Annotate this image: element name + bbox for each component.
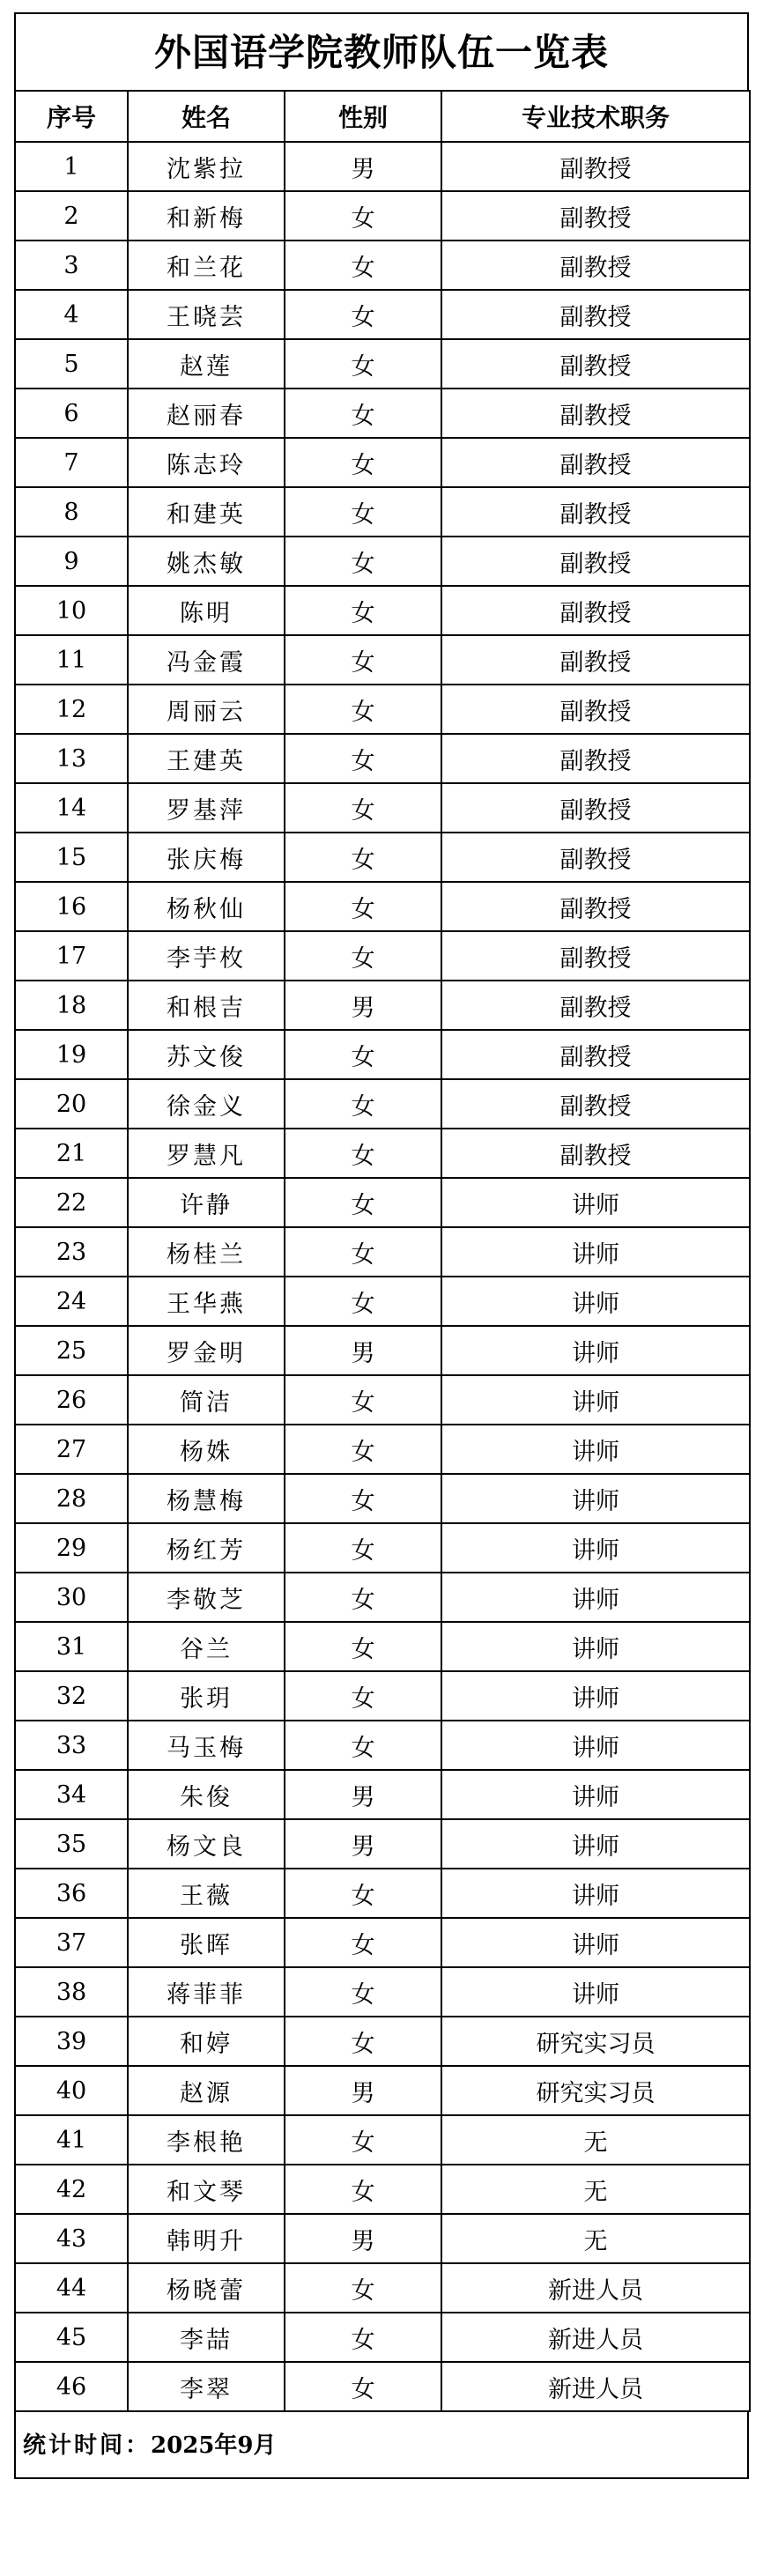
row-gender-cell: 女 <box>285 1721 441 1770</box>
table-row <box>15 685 750 734</box>
row-gender-cell: 女 <box>285 1030 441 1079</box>
row-index-cell: 17 <box>15 931 128 981</box>
row-title-cell: 副教授 <box>441 339 750 389</box>
table-row <box>15 1178 750 1227</box>
row-index-cell: 11 <box>15 635 128 685</box>
row-title-cell: 副教授 <box>441 487 750 537</box>
row-title-cell: 讲师 <box>441 1277 750 1326</box>
table-row <box>15 1967 750 2017</box>
row-gender-cell: 女 <box>285 1227 441 1277</box>
row-title-cell: 讲师 <box>441 1474 750 1523</box>
row-title-cell: 讲师 <box>441 1573 750 1622</box>
row-name-cell: 和婷 <box>128 2017 285 2066</box>
row-gender-cell: 女 <box>285 1573 441 1622</box>
statistics-time <box>14 2412 749 2479</box>
table-row <box>15 981 750 1030</box>
row-gender-cell: 女 <box>285 1178 441 1227</box>
table-row <box>15 537 750 586</box>
row-gender-cell: 女 <box>285 1277 441 1326</box>
table-row <box>15 2115 750 2165</box>
row-gender-cell: 女 <box>285 537 441 586</box>
row-index-cell: 38 <box>15 1967 128 2017</box>
row-index-cell: 22 <box>15 1178 128 1227</box>
row-gender-cell: 女 <box>285 2313 441 2362</box>
row-name-cell: 李翠 <box>128 2362 285 2411</box>
row-gender-cell: 女 <box>285 1967 441 2017</box>
row-name-cell: 和文琴 <box>128 2165 285 2214</box>
table-row <box>15 1721 750 1770</box>
row-gender-cell: 女 <box>285 734 441 783</box>
row-name-cell: 杨秋仙 <box>128 882 285 931</box>
row-index-cell: 46 <box>15 2362 128 2411</box>
row-name-cell: 张晖 <box>128 1918 285 1967</box>
row-index-cell: 26 <box>15 1375 128 1425</box>
row-title-cell: 副教授 <box>441 142 750 191</box>
row-gender-cell: 女 <box>285 1079 441 1129</box>
row-name-cell: 王华燕 <box>128 1277 285 1326</box>
row-index-cell: 21 <box>15 1129 128 1178</box>
row-name-cell: 徐金义 <box>128 1079 285 1129</box>
row-gender-cell: 女 <box>285 685 441 734</box>
row-title-cell: 讲师 <box>441 1869 750 1918</box>
row-index-cell: 33 <box>15 1721 128 1770</box>
row-gender-cell: 男 <box>285 1770 441 1819</box>
row-title-cell: 副教授 <box>441 586 750 635</box>
row-index-cell: 35 <box>15 1819 128 1869</box>
row-index-cell: 20 <box>15 1079 128 1129</box>
row-title-cell: 无 <box>441 2165 750 2214</box>
row-name-cell: 陈志玲 <box>128 438 285 487</box>
row-gender-cell: 女 <box>285 1869 441 1918</box>
row-name-cell: 姚杰敏 <box>128 537 285 586</box>
row-title-cell: 副教授 <box>441 537 750 586</box>
row-title-cell: 新进人员 <box>441 2263 750 2313</box>
table-row <box>15 2017 750 2066</box>
row-title-cell: 讲师 <box>441 1523 750 1573</box>
row-gender-cell: 男 <box>285 981 441 1030</box>
row-title-cell: 副教授 <box>441 981 750 1030</box>
row-index-cell: 40 <box>15 2066 128 2115</box>
row-gender-cell: 女 <box>285 1474 441 1523</box>
table-row <box>15 1573 750 1622</box>
row-title-cell: 副教授 <box>441 1079 750 1129</box>
row-title-cell: 副教授 <box>441 882 750 931</box>
row-gender-cell: 女 <box>285 2165 441 2214</box>
table-row <box>15 1523 750 1573</box>
row-gender-cell: 女 <box>285 833 441 882</box>
row-name-cell: 沈紫拉 <box>128 142 285 191</box>
row-index-cell: 19 <box>15 1030 128 1079</box>
row-name-cell: 李根艳 <box>128 2115 285 2165</box>
row-title-cell: 副教授 <box>441 1030 750 1079</box>
page-title: 外国语学院教师队伍一览表 <box>14 12 749 90</box>
row-title-cell: 讲师 <box>441 1967 750 2017</box>
table-row <box>15 2214 750 2263</box>
row-name-cell: 许静 <box>128 1178 285 1227</box>
row-name-cell: 和根吉 <box>128 981 285 1030</box>
table-row <box>15 1079 750 1129</box>
row-title-cell: 副教授 <box>441 833 750 882</box>
row-gender-cell: 女 <box>285 487 441 537</box>
row-index-cell: 43 <box>15 2214 128 2263</box>
row-title-cell: 讲师 <box>441 1326 750 1375</box>
header-title: 专业技术职务 <box>441 91 750 142</box>
row-title-cell: 副教授 <box>441 290 750 339</box>
table-row <box>15 142 750 191</box>
row-title-cell: 副教授 <box>441 783 750 833</box>
row-index-cell: 27 <box>15 1425 128 1474</box>
row-name-cell: 蒋菲菲 <box>128 1967 285 2017</box>
table-row <box>15 783 750 833</box>
row-index-cell: 5 <box>15 339 128 389</box>
row-title-cell: 新进人员 <box>441 2362 750 2411</box>
table-row <box>15 734 750 783</box>
row-title-cell: 无 <box>441 2115 750 2165</box>
row-index-cell: 44 <box>15 2263 128 2313</box>
row-gender-cell: 男 <box>285 1326 441 1375</box>
row-name-cell: 苏文俊 <box>128 1030 285 1079</box>
row-index-cell: 34 <box>15 1770 128 1819</box>
row-title-cell: 讲师 <box>441 1770 750 1819</box>
row-name-cell: 冯金霞 <box>128 635 285 685</box>
row-name-cell: 王建英 <box>128 734 285 783</box>
table-row <box>15 290 750 339</box>
table-row <box>15 1622 750 1671</box>
table-row <box>15 2066 750 2115</box>
row-gender-cell: 女 <box>285 438 441 487</box>
row-gender-cell: 女 <box>285 389 441 438</box>
row-index-cell: 31 <box>15 1622 128 1671</box>
row-index-cell: 15 <box>15 833 128 882</box>
row-title-cell: 讲师 <box>441 1375 750 1425</box>
row-name-cell: 张玥 <box>128 1671 285 1721</box>
row-index-cell: 6 <box>15 389 128 438</box>
row-name-cell: 和兰花 <box>128 241 285 290</box>
row-gender-cell: 女 <box>285 1375 441 1425</box>
row-gender-cell: 女 <box>285 1622 441 1671</box>
row-gender-cell: 男 <box>285 142 441 191</box>
row-index-cell: 42 <box>15 2165 128 2214</box>
staff-list-sheet <box>14 12 749 2479</box>
table-row <box>15 191 750 241</box>
row-name-cell: 杨慧梅 <box>128 1474 285 1523</box>
table-row <box>15 241 750 290</box>
row-index-cell: 9 <box>15 537 128 586</box>
row-index-cell: 16 <box>15 882 128 931</box>
row-title-cell: 讲师 <box>441 1819 750 1869</box>
row-title-cell: 讲师 <box>441 1622 750 1671</box>
row-title-cell: 副教授 <box>441 191 750 241</box>
table-row <box>15 1227 750 1277</box>
header-index: 序号 <box>15 91 128 142</box>
row-name-cell: 和建英 <box>128 487 285 537</box>
row-name-cell: 罗金明 <box>128 1326 285 1375</box>
row-name-cell: 谷兰 <box>128 1622 285 1671</box>
row-gender-cell: 女 <box>285 1918 441 1967</box>
row-gender-cell: 女 <box>285 635 441 685</box>
table-row <box>15 2263 750 2313</box>
row-gender-cell: 女 <box>285 2362 441 2411</box>
table-row <box>15 1326 750 1375</box>
row-index-cell: 36 <box>15 1869 128 1918</box>
table-row <box>15 339 750 389</box>
row-index-cell: 32 <box>15 1671 128 1721</box>
row-title-cell: 研究实习员 <box>441 2066 750 2115</box>
row-name-cell: 赵丽春 <box>128 389 285 438</box>
row-gender-cell: 女 <box>285 2017 441 2066</box>
table-row <box>15 833 750 882</box>
row-index-cell: 23 <box>15 1227 128 1277</box>
table-row <box>15 1375 750 1425</box>
table-row <box>15 487 750 537</box>
row-name-cell: 张庆梅 <box>128 833 285 882</box>
row-gender-cell: 女 <box>285 931 441 981</box>
row-name-cell: 李喆 <box>128 2313 285 2362</box>
row-title-cell: 副教授 <box>441 389 750 438</box>
row-gender-cell: 男 <box>285 2214 441 2263</box>
statistics-time-value: 2025年9月 <box>151 2432 277 2459</box>
row-title-cell: 无 <box>441 2214 750 2263</box>
row-title-cell: 副教授 <box>441 931 750 981</box>
row-index-cell: 29 <box>15 1523 128 1573</box>
table-row <box>15 635 750 685</box>
table-row <box>15 1030 750 1079</box>
row-gender-cell: 男 <box>285 1819 441 1869</box>
row-index-cell: 8 <box>15 487 128 537</box>
row-gender-cell: 女 <box>285 191 441 241</box>
row-index-cell: 25 <box>15 1326 128 1375</box>
row-gender-cell: 女 <box>285 1425 441 1474</box>
header-gender: 性别 <box>285 91 441 142</box>
row-index-cell: 18 <box>15 981 128 1030</box>
row-gender-cell: 女 <box>285 1129 441 1178</box>
row-title-cell: 副教授 <box>441 241 750 290</box>
row-title-cell: 研究实习员 <box>441 2017 750 2066</box>
row-index-cell: 45 <box>15 2313 128 2362</box>
row-name-cell: 杨红芳 <box>128 1523 285 1573</box>
row-name-cell: 王晓芸 <box>128 290 285 339</box>
row-name-cell: 周丽云 <box>128 685 285 734</box>
row-index-cell: 41 <box>15 2115 128 2165</box>
staff-table <box>14 90 751 2412</box>
row-index-cell: 1 <box>15 142 128 191</box>
row-index-cell: 2 <box>15 191 128 241</box>
header-name: 姓名 <box>128 91 285 142</box>
row-name-cell: 赵莲 <box>128 339 285 389</box>
row-name-cell: 李敬芝 <box>128 1573 285 1622</box>
row-name-cell: 韩明升 <box>128 2214 285 2263</box>
row-name-cell: 李芋枚 <box>128 931 285 981</box>
table-row <box>15 1129 750 1178</box>
row-name-cell: 简洁 <box>128 1375 285 1425</box>
row-title-cell: 讲师 <box>441 1178 750 1227</box>
row-name-cell: 陈明 <box>128 586 285 635</box>
row-name-cell: 罗慧凡 <box>128 1129 285 1178</box>
row-index-cell: 10 <box>15 586 128 635</box>
row-title-cell: 讲师 <box>441 1227 750 1277</box>
table-row <box>15 2362 750 2411</box>
row-index-cell: 30 <box>15 1573 128 1622</box>
row-gender-cell: 女 <box>285 882 441 931</box>
row-name-cell: 马玉梅 <box>128 1721 285 1770</box>
table-row <box>15 1819 750 1869</box>
row-name-cell: 杨晓蕾 <box>128 2263 285 2313</box>
row-index-cell: 7 <box>15 438 128 487</box>
row-name-cell: 和新梅 <box>128 191 285 241</box>
row-name-cell: 王薇 <box>128 1869 285 1918</box>
row-gender-cell: 女 <box>285 290 441 339</box>
row-index-cell: 3 <box>15 241 128 290</box>
row-title-cell: 讲师 <box>441 1425 750 1474</box>
table-row <box>15 1277 750 1326</box>
table-row <box>15 1770 750 1819</box>
table-row <box>15 1474 750 1523</box>
row-index-cell: 4 <box>15 290 128 339</box>
row-title-cell: 讲师 <box>441 1721 750 1770</box>
row-title-cell: 副教授 <box>441 685 750 734</box>
row-gender-cell: 女 <box>285 2263 441 2313</box>
table-header-row <box>15 91 750 142</box>
table-body <box>15 142 750 2411</box>
row-gender-cell: 女 <box>285 1523 441 1573</box>
row-index-cell: 12 <box>15 685 128 734</box>
table-row <box>15 931 750 981</box>
statistics-time-label: 统计时间： <box>23 2432 152 2459</box>
row-title-cell: 副教授 <box>441 438 750 487</box>
row-index-cell: 37 <box>15 1918 128 1967</box>
row-title-cell: 新进人员 <box>441 2313 750 2362</box>
row-name-cell: 杨姝 <box>128 1425 285 1474</box>
table-row <box>15 2165 750 2214</box>
row-name-cell: 朱俊 <box>128 1770 285 1819</box>
row-title-cell: 讲师 <box>441 1671 750 1721</box>
row-index-cell: 13 <box>15 734 128 783</box>
row-gender-cell: 女 <box>285 586 441 635</box>
row-name-cell: 杨文良 <box>128 1819 285 1869</box>
row-name-cell: 罗基萍 <box>128 783 285 833</box>
row-index-cell: 14 <box>15 783 128 833</box>
row-gender-cell: 女 <box>285 339 441 389</box>
table-row <box>15 438 750 487</box>
row-title-cell: 副教授 <box>441 1129 750 1178</box>
table-row <box>15 1425 750 1474</box>
row-title-cell: 副教授 <box>441 734 750 783</box>
row-gender-cell: 女 <box>285 241 441 290</box>
row-name-cell: 杨桂兰 <box>128 1227 285 1277</box>
table-row <box>15 1671 750 1721</box>
row-gender-cell: 女 <box>285 1671 441 1721</box>
table-row <box>15 389 750 438</box>
table-row <box>15 882 750 931</box>
row-index-cell: 24 <box>15 1277 128 1326</box>
table-row <box>15 2313 750 2362</box>
table-row <box>15 1918 750 1967</box>
row-title-cell: 副教授 <box>441 635 750 685</box>
row-gender-cell: 男 <box>285 2066 441 2115</box>
row-gender-cell: 女 <box>285 2115 441 2165</box>
row-name-cell: 赵源 <box>128 2066 285 2115</box>
row-index-cell: 39 <box>15 2017 128 2066</box>
table-row <box>15 1869 750 1918</box>
row-title-cell: 讲师 <box>441 1918 750 1967</box>
row-gender-cell: 女 <box>285 783 441 833</box>
row-index-cell: 28 <box>15 1474 128 1523</box>
table-row <box>15 586 750 635</box>
